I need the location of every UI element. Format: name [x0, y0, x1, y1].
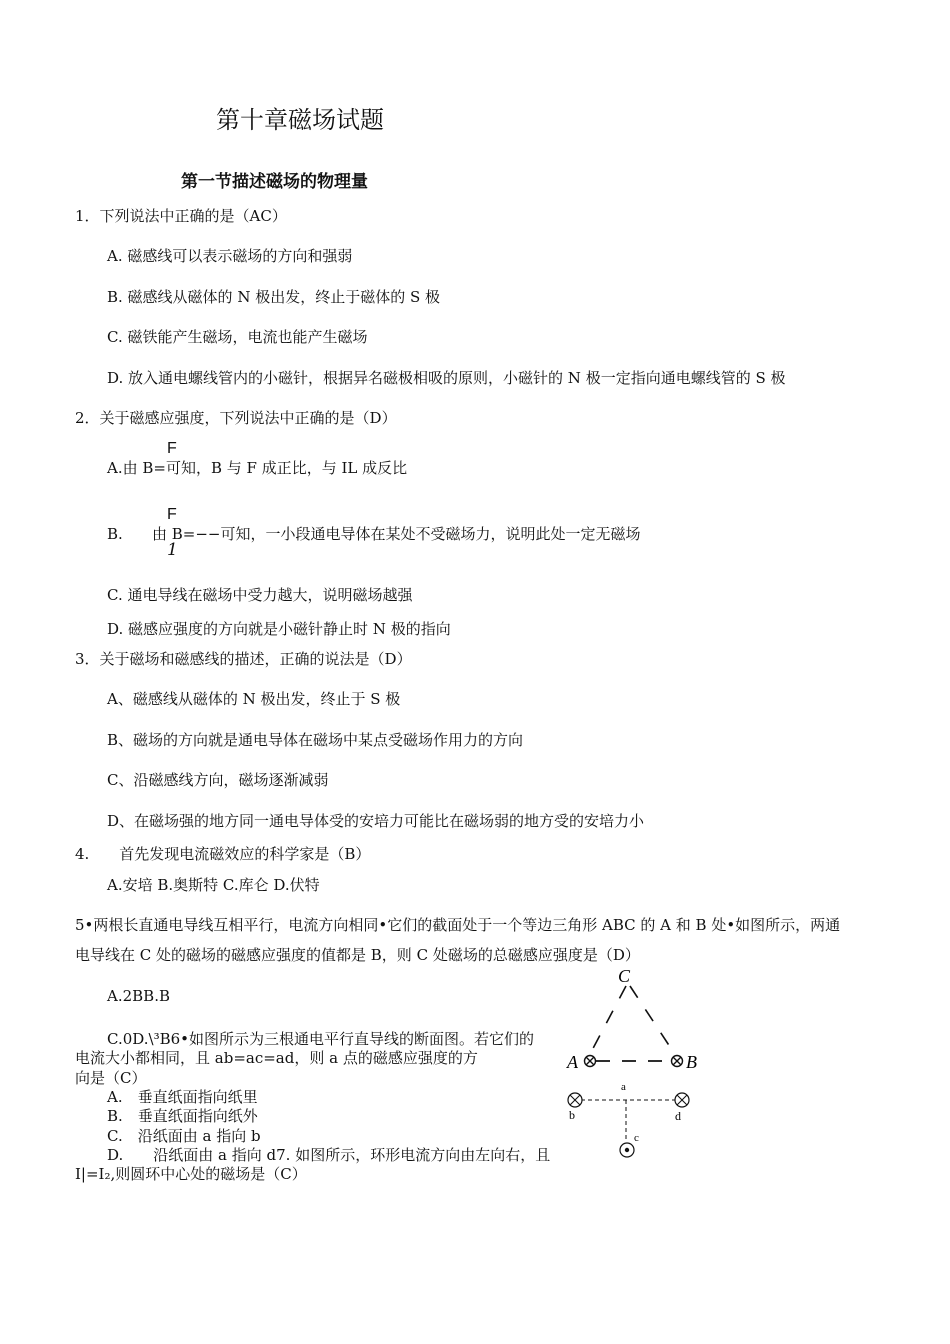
q3-option-b: B、磁场的方向就是通电导体在磁场中某点受磁场作用力的方向	[107, 731, 524, 749]
q3-stem: 3．关于磁场和磁感线的描述，正确的说法是（D）	[75, 650, 412, 668]
wire-a-into-page-icon	[585, 1056, 596, 1067]
page-title: 第十章磁场试题	[216, 106, 384, 134]
wire-b-into-page-icon	[672, 1056, 683, 1067]
q5-line-2: 电导线在 C 处的磁场的磁感应强度的值都是 B，则 C 处磁场的总磁感应强度是（D）	[75, 946, 640, 964]
q4-stem: 4. 首先发现电流磁效应的科学家是（B）	[75, 845, 371, 863]
wire-b-into-page-icon	[568, 1093, 582, 1107]
q2-option-a: A.由 B=可知，B 与 F 成正比，与 IL 成反比	[107, 459, 408, 477]
q2-option-a-numerator: F	[167, 440, 177, 457]
q1-option-a: A. 磁感线可以表示磁场的方向和强弱	[107, 247, 353, 265]
q2-option-d: D. 磁感应强度的方向就是小磁针静止时 N 极的指向	[107, 620, 451, 638]
wire-c-out-of-page-icon	[620, 1143, 634, 1157]
q2-option-b-label: B.	[107, 525, 123, 543]
triangle-side-ac	[589, 986, 626, 1056]
fig1-label-b: B	[686, 1052, 697, 1070]
fig2-label-a: a	[621, 1081, 626, 1093]
fig1-label-a: A	[567, 1052, 578, 1070]
q5-options-ab: A.2BB.B	[107, 987, 170, 1005]
q7-stem: I|=I₂,则圆环中心处的磁场是（C）	[75, 1165, 307, 1183]
q3-option-a: A、磁感线从磁体的 N 极出发，终止于 S 极	[107, 690, 401, 708]
q1-stem: 1．下列说法中正确的是（AC）	[75, 207, 287, 225]
fig1-label-c: C	[618, 966, 631, 986]
q5-line-5: 向是（C）	[75, 1069, 147, 1087]
three-wires-figure	[560, 1078, 700, 1168]
q1-option-d: D. 放入通电螺线管内的小磁针，根据异名磁极相吸的原则，小磁针的 N 极一定指向通电螺线管的 S 极	[107, 369, 786, 387]
q4-options: A.安培 B.奥斯特 C.库仑 D.伏特	[107, 876, 320, 894]
wire-d-into-page-icon	[675, 1093, 689, 1107]
q1-option-c: C. 磁铁能产生磁场，电流也能产生磁场	[107, 328, 368, 346]
fig2-label-b: b	[569, 1108, 575, 1122]
q5-line-4: 电流大小都相同，且 ab=ac=ad，则 a 点的磁感应强度的方	[75, 1049, 478, 1067]
q3-option-d: D、在磁场强的地方同一通电导体受的安培力可能比在磁场弱的地方受的安培力小	[107, 812, 645, 830]
q2-option-c: C. 通电导线在磁场中受力越大，说明磁场越强	[107, 586, 413, 604]
fig2-label-d: d	[675, 1109, 681, 1123]
fig2-label-c: c	[634, 1132, 639, 1144]
q6-option-a: A. 垂直纸面指向纸里	[107, 1088, 258, 1106]
section-title: 第一节描述磁场的物理量	[181, 172, 368, 192]
q2-option-b: 由 B=−−可知，一小段通电导体在某处不受磁场力，说明此处一定无磁场	[152, 525, 641, 543]
q6-option-c: C. 沿纸面由 a 指向 b	[107, 1127, 261, 1145]
triangle-side-bc	[630, 986, 676, 1056]
q6-option-b: B. 垂直纸面指向纸外	[107, 1107, 258, 1125]
q6-option-d: D. 沿纸面由 a 指向 d7. 如图所示，环形电流方向由左向右，且	[107, 1146, 551, 1164]
q2-option-b-denominator: 1	[167, 540, 178, 560]
q5-line-1: 5•两根长直通电导线互相平行，电流方向相同•它们的截面处于一个等边三角形 ABC 的 A 和 B 处•如图所示，两通	[75, 916, 841, 934]
q1-option-b: B. 磁感线从磁体的 N 极出发，终止于磁体的 S 极	[107, 288, 441, 306]
q5-line-3: C.0D.\³B6•如图所示为三根通电平行直导线的断面图。若它们的	[107, 1030, 534, 1048]
triangle-figure	[560, 960, 710, 1070]
q2-stem: 2．关于磁感应强度，下列说法中正确的是（D）	[75, 409, 397, 427]
q2-option-b-numerator: F	[167, 506, 177, 523]
q3-option-c: C、沿磁感线方向，磁场逐渐减弱	[107, 771, 329, 789]
